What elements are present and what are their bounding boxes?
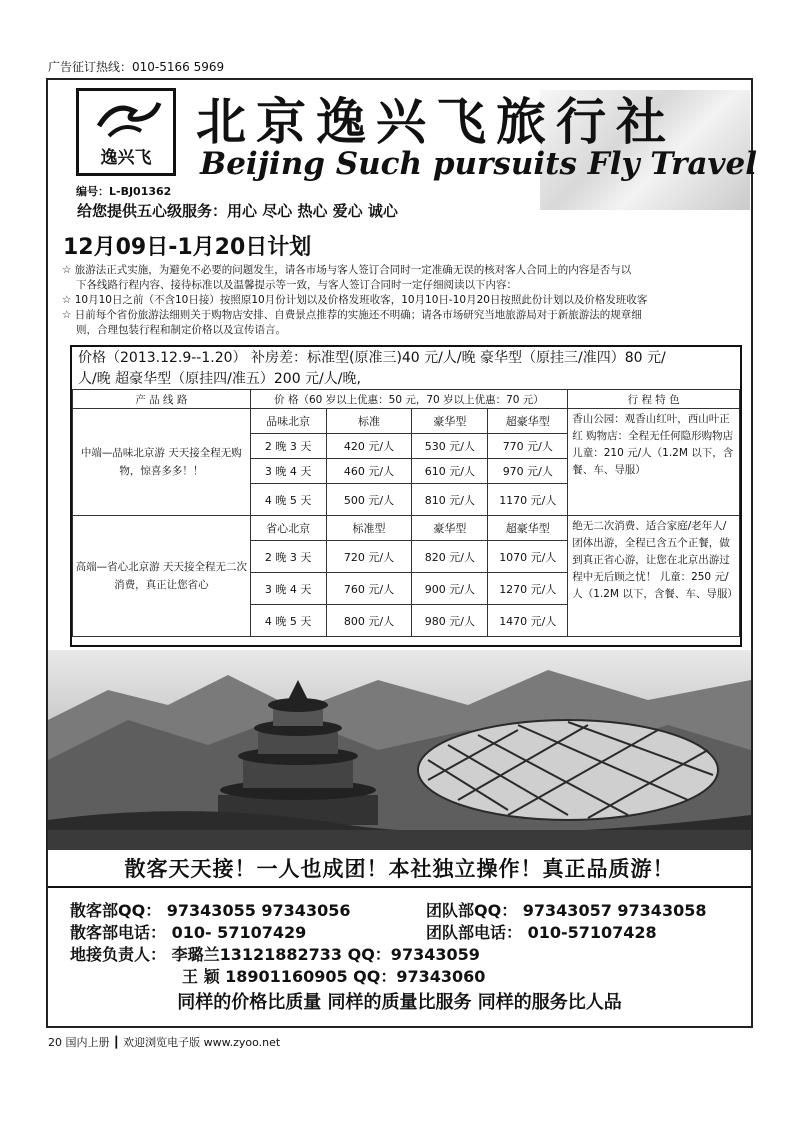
tagline: 同样的价格比质量 同样的质量比服务 同样的服务比人品 (177, 992, 622, 1013)
duration-cell: 3 晚 4 天 (250, 459, 326, 484)
price-cell: 460 元/人 (326, 459, 412, 484)
tier-label: 标准型 (326, 516, 412, 541)
notice-line: 则，合理包装行程和制定价格以及宣传语言。 (76, 324, 286, 336)
tier-label: 豪华型 (412, 409, 488, 434)
notice-line: 下各线路行程内容、接待标准以及温馨提示等一致，与客人签订合同时一定仔细阅读以下内容： (76, 279, 517, 291)
license-code: 编号：L-BJ01362 (76, 185, 172, 198)
landmark-illustration (48, 650, 751, 850)
price-cell: 610 元/人 (412, 459, 488, 484)
product-name: 品味北京 (250, 409, 326, 434)
price-cell: 820 元/人 (412, 541, 488, 573)
duration-cell: 4 晚 5 天 (250, 484, 326, 516)
product-feature: 绝无二次消费、适合家庭/老年人/团体出游，全程已含五个正餐，做到真正省心游，让您在北京出游过程中无后顾之忧！ 儿童：250 元/人（1.2M 以下，含餐、车、导服） (568, 516, 740, 637)
price-cell: 1170 元/人 (488, 484, 568, 516)
duration-cell: 2 晚 3 天 (250, 434, 326, 459)
notice-line: ☆ 旅游法正式实施，为避免不必要的问题发生，请各市场与客人签订合同时一定准确无误的核对客人合同上的内容是否与以 (62, 264, 632, 276)
notice-line: ☆ 日前每个省份旅游法细则关于购物店安排、自费景点推荐的实施还不明确；请各市场研究当地旅游局对于新旅游法的规章细 (62, 309, 642, 321)
logo-text: 逸兴飞 (100, 148, 152, 168)
col-header-price: 价 格（60 岁以上优惠：50 元，70 岁以上优惠：70 元） (250, 390, 568, 409)
retail-phone: 散客部电话： 010- 57107429 (70, 923, 307, 942)
product-route: 中端—品味北京游 天天接全程无购物，惊喜多多！！ (73, 409, 251, 516)
table-row (73, 516, 740, 541)
tier-label: 超豪华型 (488, 409, 568, 434)
duration-cell: 4 晚 5 天 (250, 605, 326, 637)
group-qq: 团队部QQ： 97343057 97343058 (426, 901, 707, 920)
local-contact: 地接负责人： 李璐兰13121882733 QQ：97343059 (70, 945, 480, 964)
group-phone: 团队部电话： 010-57107428 (426, 923, 657, 942)
table-header-row (73, 390, 740, 409)
tier-label: 豪华型 (412, 516, 488, 541)
price-header-line: 价格（2013.12.9--1.20） 补房差：标准型(原准三)40 元/人/晚 豪华型（原挂三/准四）80 元/ (78, 350, 666, 366)
tier-label: 超豪华型 (488, 516, 568, 541)
product-route: 高端—省心北京游 天天接全程无二次消费，真正让您省心 (73, 516, 251, 637)
table-row (73, 409, 740, 434)
price-cell: 1070 元/人 (488, 541, 568, 573)
duration-cell: 2 晚 3 天 (250, 541, 326, 573)
price-header (78, 348, 738, 390)
ad-hotline: 广告征订热线：010-5166 5969 (48, 60, 225, 74)
price-cell: 1270 元/人 (488, 573, 568, 605)
price-cell: 720 元/人 (326, 541, 412, 573)
retail-qq: 散客部QQ： 97343055 97343056 (70, 901, 351, 920)
col-header-feature: 行 程 特 色 (568, 390, 740, 409)
agency-name-en: Beijing Such pursuits Fly Travel (200, 146, 758, 182)
price-table (72, 389, 740, 637)
price-cell: 530 元/人 (412, 434, 488, 459)
price-cell: 800 元/人 (326, 605, 412, 637)
price-cell: 900 元/人 (412, 573, 488, 605)
pattern-border (48, 830, 751, 850)
service-promise: 给您提供五心级服务：用心 尽心 热心 爱心 诚心 (77, 202, 398, 220)
tier-label: 标准 (326, 409, 412, 434)
slogan-banner: 散客天天接！一人也成团！本社独立操作！真正品质游！ (48, 852, 751, 888)
notice-list (62, 263, 752, 338)
local-contact: 王 颖 18901160905 QQ：97343060 (182, 967, 486, 986)
birds-nest-stadium (418, 720, 718, 820)
plan-title: 12月09日-1月20日计划 (63, 235, 312, 260)
col-header-route: 产 品 线 路 (73, 390, 251, 409)
price-cell: 770 元/人 (488, 434, 568, 459)
price-cell: 760 元/人 (326, 573, 412, 605)
page-footer: 20 国内上册 ┃ 欢迎浏览电子版 www.zyoo.net (48, 1036, 281, 1049)
agency-name-cn: 北京逸兴飞旅行社 (196, 93, 676, 151)
product-name: 省心北京 (250, 516, 326, 541)
price-header-line: 人/晚 超豪华型（原挂四/准五）200 元/人/晚, (78, 371, 361, 387)
price-cell: 420 元/人 (326, 434, 412, 459)
price-cell: 810 元/人 (412, 484, 488, 516)
product-feature: 香山公园：观香山红叶，西山叶正红 购物店：全程无任何隐形购物店 儿童：210 元/人（1.2M 以下，含餐、车、导服） (568, 409, 740, 516)
price-cell: 970 元/人 (488, 459, 568, 484)
landmark-collage (48, 650, 751, 850)
notice-line: ☆ 10月10日之前（不含10日接）按照原10月份计划以及价格发班收客，10月10日-10月20日按照此份计划以及价格发班收客 (62, 294, 648, 306)
logo-mark-icon (79, 91, 173, 173)
duration-cell: 3 晚 4 天 (250, 573, 326, 605)
agency-logo (76, 88, 176, 176)
price-cell: 980 元/人 (412, 605, 488, 637)
price-cell: 1470 元/人 (488, 605, 568, 637)
price-cell: 500 元/人 (326, 484, 412, 516)
